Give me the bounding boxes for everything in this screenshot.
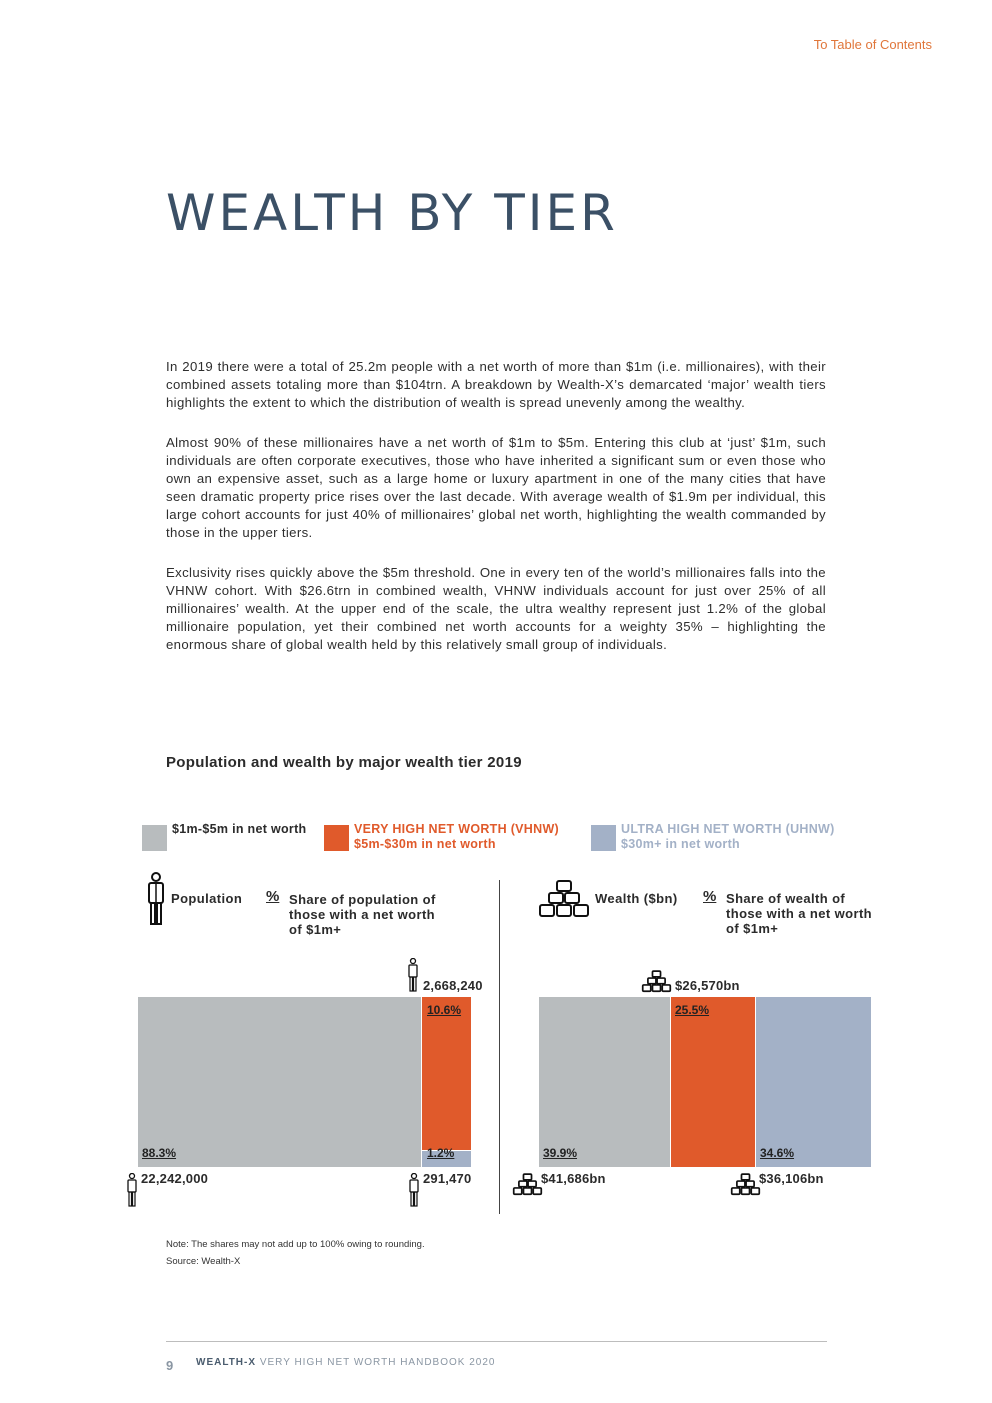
population-share-label-vhnw: 10.6% [427, 1003, 462, 1017]
legend-label-uhnw: ULTRA HIGH NET WORTH (UHNW) [621, 822, 835, 836]
population-share-heading: Share of population of those with a net worth of $1m+ [289, 892, 436, 937]
page-title: WEALTH BY TIER [166, 184, 618, 242]
wealth-share-label-vhnw: 25.5% [675, 1003, 710, 1017]
legend-sublabel-vhnw: $5m-$30m in net worth [354, 837, 496, 851]
footer-publication-title: VERY HIGH NET WORTH HANDBOOK 2020 [259, 1357, 496, 1368]
paragraph-3: Exclusivity rises quickly above the $5m threshold. One in every ten of the world’s millionaires falls into the VHNW cohort. With $26.6trn in combined wealth, VHNW individuals account for just over 25% of all millionaires’ wealth. At the upper end of the scale, the ultra wealthy represent just 1.2% of the global millionaire population, yet their combined net worth accounts for a weighty 35% – highlighting the enormous share of global wealth held by this relatively small group of individuals. [166, 565, 826, 652]
footer-brand: WEALTH-X [196, 1357, 257, 1368]
legend-item-1m-5m [142, 822, 307, 851]
person-icon [407, 958, 419, 993]
wealth-percent-icon: % [703, 888, 717, 905]
population-value-uhnw: 291,470 [423, 1171, 472, 1186]
legend-swatch-1m-5m [142, 825, 167, 851]
legend-swatch-uhnw [591, 825, 616, 851]
wealth-share-label-1m-5m: 39.9% [543, 1146, 578, 1160]
person-icon [126, 1173, 138, 1208]
legend-swatch-vhnw [324, 825, 349, 851]
wealth-heading: Wealth ($bn) [595, 891, 678, 906]
wealth-share-label-uhnw: 34.6% [760, 1146, 795, 1160]
person-icon [145, 872, 167, 926]
gold-bars-icon [537, 879, 591, 919]
chart-source: Source: Wealth-X [166, 1256, 241, 1267]
wealth-value-uhnw: $36,106bn [759, 1171, 824, 1186]
legend-item-vhnw [324, 822, 559, 852]
footer-divider [166, 1341, 827, 1342]
wealth-value-1m-5m: $41,686bn [541, 1171, 606, 1186]
legend-label-1m-5m: $1m-$5m in net worth [172, 822, 307, 836]
population-value-1m-5m: 22,242,000 [141, 1171, 209, 1186]
gold-bars-icon [641, 970, 672, 993]
population-bar-1m-5m [138, 997, 421, 1167]
gold-bars-icon [512, 1173, 543, 1196]
chart-title: Population and wealth by major wealth tier 2019 [166, 754, 522, 771]
body-text [166, 358, 826, 676]
chart-divider [499, 880, 500, 1214]
legend-sublabel-uhnw: $30m+ in net worth [621, 837, 740, 851]
person-icon [408, 1173, 420, 1208]
legend-label-vhnw: VERY HIGH NET WORTH (VHNW) [354, 822, 560, 836]
wealth-share-heading: Share of wealth of those with a net worth of $1m+ [726, 891, 873, 936]
chart-note: Note: The shares may not add up to 100% owing to rounding. [166, 1239, 425, 1250]
paragraph-1: In 2019 there were a total of 25.2m people with a net worth of more than $1m (i.e. millionaires), with their combined assets totaling more than $104trn. A breakdown by Wealth-X’s demarcated ‘major’ wealth tiers highlights the extent to which the distribution of wealth is spread unevenly among the wealthy. [166, 359, 826, 410]
paragraph-2: Almost 90% of these millionaires have a net worth of $1m to $5m. Entering this club at ‘just’ $1m, such individuals are often corporate executives, those who have inherited a significant sum or even those who own an expensive asset, such as a large home or luxury apartment in one of the many cities that have seen dramatic property price rises over the last decade. With average wealth of $1.9m per individual, this large cohort accounts for just 40% of millionaires’ global net worth, highlighting the wealth commanded by those in the upper tiers. [166, 435, 826, 540]
population-share-label-1m-5m: 88.3% [142, 1146, 177, 1160]
footer-publication [196, 1357, 495, 1368]
population-bar-vhnw [422, 997, 471, 1150]
gold-bars-icon [730, 1173, 761, 1196]
page-number: 9 [166, 1358, 174, 1373]
population-percent-icon: % [266, 888, 280, 905]
legend-item-uhnw [591, 822, 835, 852]
wealth-bar-vhnw [671, 997, 755, 1167]
wealth-bar-1m-5m [539, 997, 670, 1167]
table-of-contents-link[interactable]: To Table of Contents [813, 37, 932, 52]
population-share-label-uhnw: 1.2% [427, 1146, 455, 1160]
wealth-bar-uhnw [756, 997, 871, 1167]
population-heading: Population [171, 891, 243, 906]
wealth-value-vhnw: $26,570bn [675, 978, 740, 993]
population-value-vhnw: 2,668,240 [423, 978, 483, 993]
chart-legend [142, 822, 872, 858]
